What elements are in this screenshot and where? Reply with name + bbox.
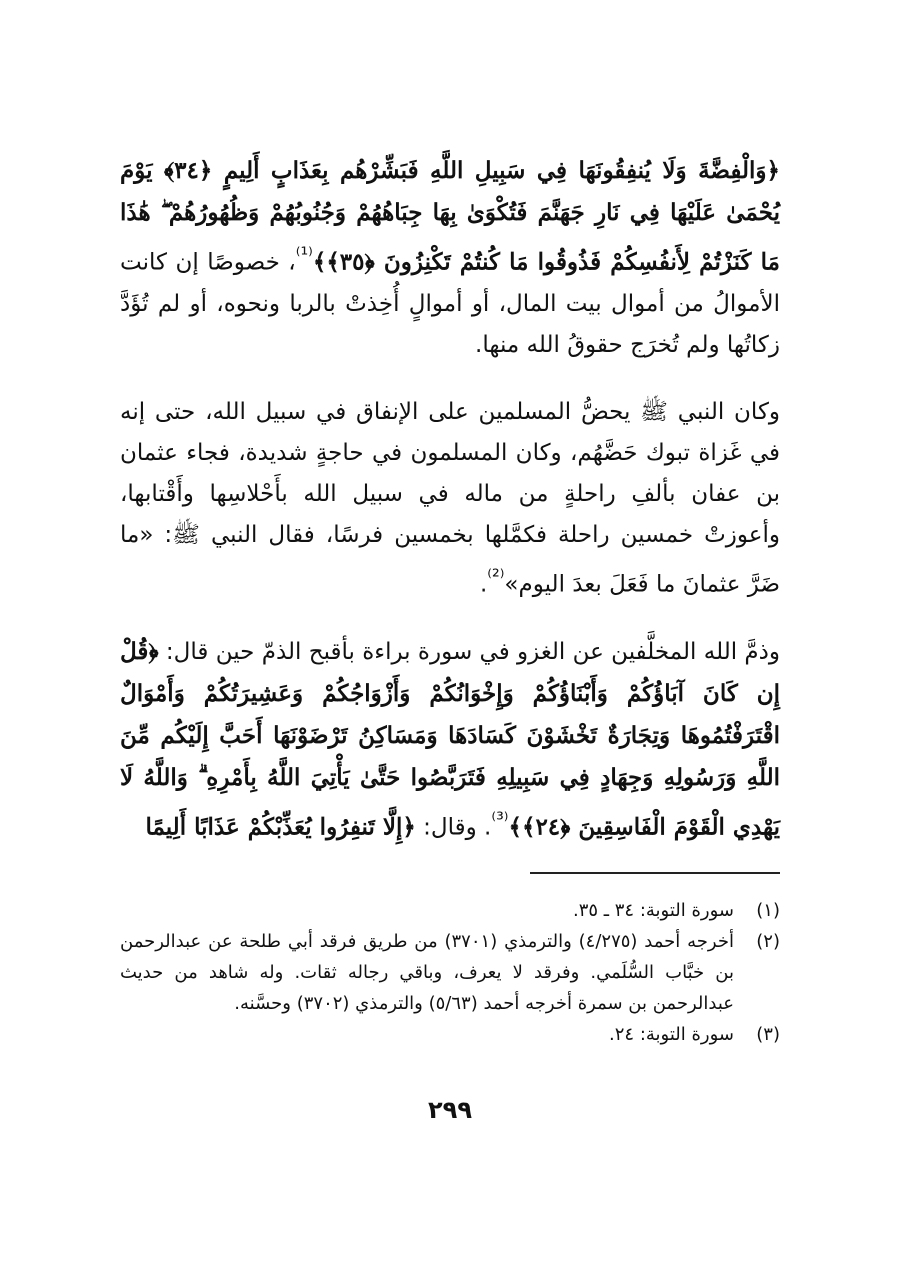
footnote-2: [120, 926, 780, 1019]
footnote-text: سورة التوبة: ٢٤.: [609, 1024, 734, 1045]
paragraph-3-mid: . وقال:: [415, 814, 492, 841]
footnotes: [120, 895, 780, 1050]
footnote-number: (١): [756, 900, 780, 921]
paragraph-3: [120, 631, 780, 849]
footnote-ref-2: ⁽²⁾: [487, 564, 505, 588]
paragraph-2-end: .: [479, 571, 488, 598]
footnote-text: أخرجه أحمد (٤/٢٧٥) والترمذي (٣٧٠١) من طريق فرقد أبي طلحة عن عبدالرحمن بن خبَّاب السُّلَمي. وفرقد لا يعرف، وباقي رجاله ثقات. وله شاهد من حديث عبدالرحمن بن سمرة أخرجه أحمد (٥/٦٣) والترمذي (٣٧٠٢) وحسَّنه.: [120, 931, 734, 1014]
footnote-text: سورة التوبة: ٣٤ ـ ٣٥.: [572, 900, 734, 921]
footnote-divider: [530, 872, 780, 874]
quran-verse-tawbah-24: ﴿قُلْ إِن كَانَ آبَاؤُكُمْ وَأَبْنَاؤُكُمْ وَإِخْوَانُكُمْ وَأَزْوَاجُكُمْ وَعَشِيرَتُكُمْ وَأَمْوَالٌ اقْتَرَفْتُمُوهَا وَتِجَارَةٌ تَخْشَوْنَ كَسَادَهَا وَمَسَاكِنُ تَرْضَوْنَهَا أَحَبَّ إِلَيْكُم مِّنَ اللَّهِ وَرَسُولِهِ وَجِهَادٍ فِي سَبِيلِهِ فَتَرَبَّصُوا حَتَّىٰ يَأْتِيَ اللَّهُ بِأَمْرِهِ ۗ وَاللَّهُ لَا يَهْدِي الْقَوْمَ الْفَاسِقِينَ ﴿٢٤﴾﴾: [120, 638, 780, 841]
footnote-number: (٣): [756, 1024, 780, 1045]
footnote-ref-3: ⁽³⁾: [491, 808, 509, 832]
paragraph-2: [120, 392, 780, 606]
page-number: ٢٩٩: [428, 1096, 472, 1124]
page-body: [120, 150, 780, 849]
quran-verse-tawbah-34-35: ﴿وَالْفِضَّةَ وَلَا يُنفِقُونَهَا فِي سَبِيلِ اللَّهِ فَبَشِّرْهُم بِعَذَابٍ أَلِيمٍ ﴿٣٤﴾ يَوْمَ يُحْمَىٰ عَلَيْهَا فِي نَارِ جَهَنَّمَ فَتُكْوَىٰ بِهَا جِبَاهُهُمْ وَجُنُوبُهُمْ وَظُهُورُهُمْ ۖ هَٰذَا مَا كَنَزْتُمْ لِأَنفُسِكُمْ فَذُوقُوا مَا كُنتُمْ تَكْنِزُونَ ﴿٣٥﴾﴾: [120, 157, 780, 276]
quran-verse-tawbah-39: ﴿إِلَّا تَنفِرُوا يُعَذِّبْكُمْ عَذَابًا أَلِيمًا: [145, 813, 416, 841]
paragraph-2-text: وكان النبي ﷺ يحضُّ المسلمين على الإنفاق في سبيل الله، حتى إنه في غَزاة تبوك حَضَّهُم، وكان المسلمون في حاجةٍ شديدة، فجاء عثمان بن عفان بألفِ راحلةٍ من ماله في سبيل الله بأَحْلاسِها وأَقْتابها، وأعوزتْ خمسين راحلة فكمَّلها بخمسين فرسًا، فقال النبي ﷺ: «ما ضَرَّ عثمانَ ما فَعَلَ بعدَ اليوم»: [120, 398, 780, 598]
footnote-number: (٢): [756, 931, 780, 952]
paragraph-1-text: ، خصوصًا إن كانت الأموالُ من أموال بيت المال، أو أموالٍ أُخِذتْ بالربا ونحوه، أو لم تُؤَدَّ زكاتُها ولم تُخرَج حقوقُ الله منها.: [120, 249, 780, 358]
footnote-1: [120, 895, 780, 926]
footnote-ref-1: ⁽¹⁾: [295, 243, 313, 266]
paragraph-3-intro: وذمَّ الله المخلَّفين عن الغزو في سورة براءة بأقبح الذمّ حين قال:: [158, 639, 780, 666]
footnote-3: [120, 1019, 780, 1050]
paragraph-1: [120, 150, 780, 366]
